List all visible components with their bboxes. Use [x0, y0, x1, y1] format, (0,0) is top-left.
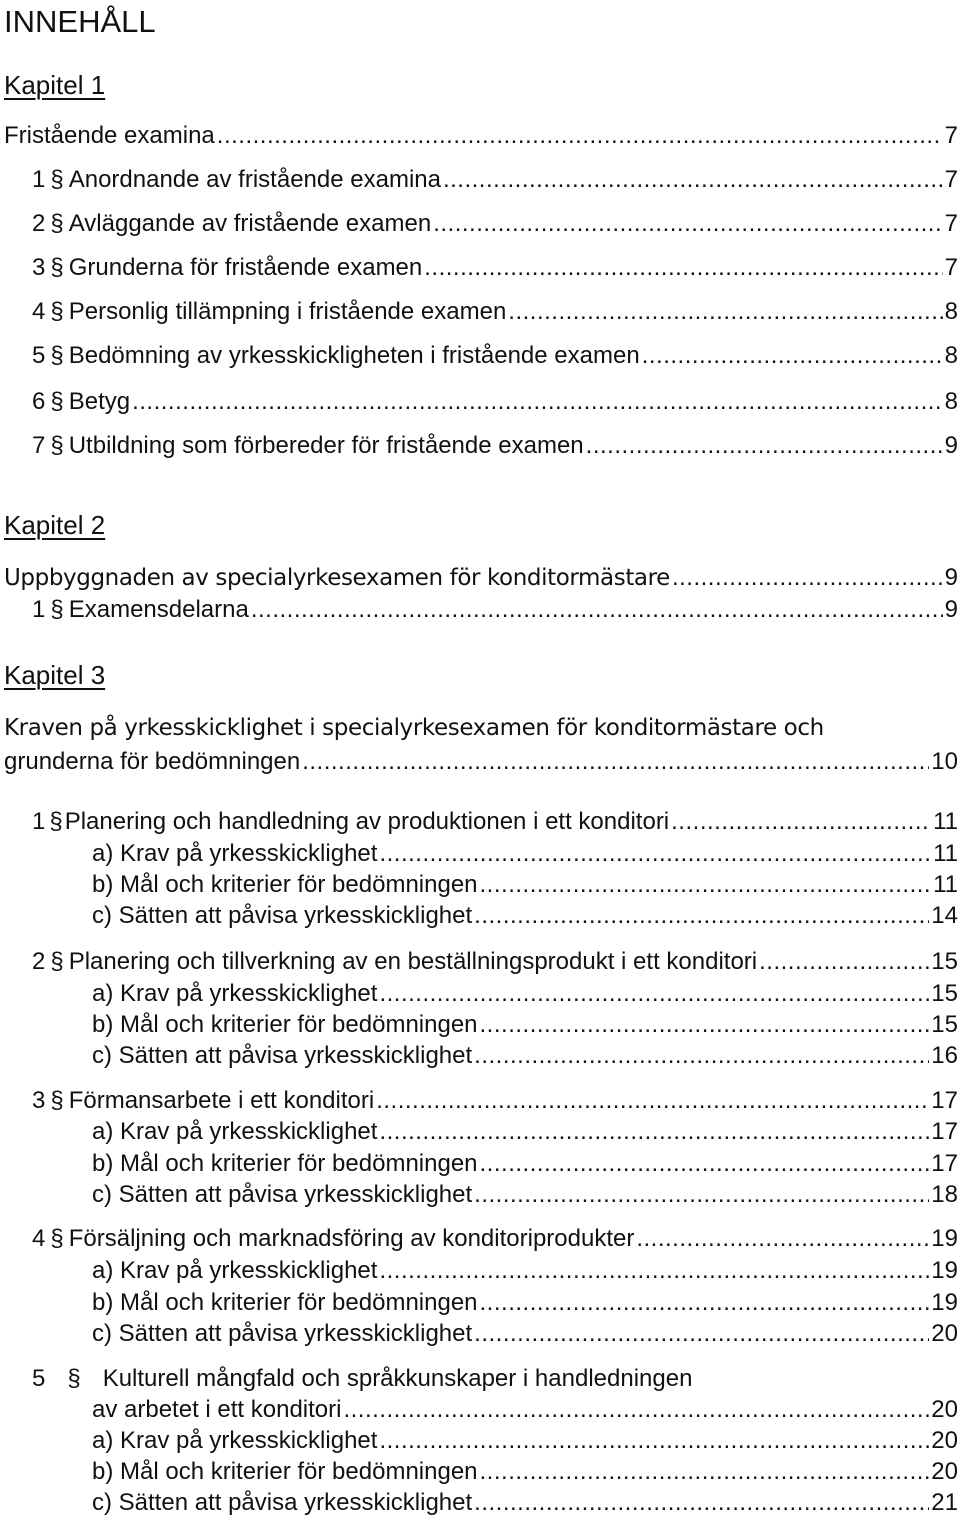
section-sign-icon: § — [50, 298, 64, 325]
section-sign-icon: § — [49, 808, 63, 835]
dot-leader — [379, 978, 929, 1009]
dot-leader — [379, 838, 931, 869]
section-sign-icon: § — [50, 432, 64, 459]
toc-entry-text: b) Mål och kriterier för bedömningen — [92, 1458, 478, 1485]
toc-entry-text: Kulturell mångfald och språkkunskaper i handledningen — [102, 1365, 693, 1392]
toc-entry-text: Bedömning av yrkesskickligheten i fristående examen — [68, 342, 640, 369]
section-sign-icon: § — [67, 1365, 81, 1392]
toc-page-number: 9 — [944, 432, 958, 459]
section-number: 2 — [32, 210, 46, 237]
toc-page-number: 7 — [944, 122, 958, 149]
dot-leader — [672, 562, 943, 593]
dot-leader — [424, 252, 942, 283]
section-sign-icon: § — [50, 342, 64, 369]
toc-entry[interactable] — [4, 120, 958, 151]
toc-page-number: 10 — [931, 748, 958, 775]
toc-page-number: 17 — [931, 1118, 958, 1145]
toc-page-number: 15 — [931, 1011, 958, 1038]
dot-leader — [474, 1179, 929, 1210]
toc-entry[interactable] — [32, 164, 958, 195]
dot-leader — [379, 1425, 929, 1456]
toc-page-number: 20 — [931, 1396, 958, 1423]
toc-entry-text: Uppbyggnaden av specialyrkesexamen för konditormästare — [4, 565, 670, 591]
toc-entry-text: b) Mål och kriterier för bedömningen — [92, 1150, 478, 1177]
page-title: INNEHÅLL — [4, 4, 156, 39]
section-number: 4 — [32, 298, 46, 325]
toc-entry[interactable] — [4, 746, 958, 777]
section-sign-icon: § — [50, 166, 64, 193]
toc-entry-text: a) Krav på yrkesskicklighet — [92, 980, 378, 1007]
toc-entry-text: c) Sätten att påvisa yrkesskicklighet — [92, 902, 473, 929]
dot-leader — [759, 946, 929, 977]
section-sign-icon: § — [50, 948, 64, 975]
toc-entry[interactable] — [32, 340, 958, 371]
toc-page-number: 19 — [931, 1289, 958, 1316]
toc-page-number: 16 — [931, 1042, 958, 1069]
toc-page-number: 7 — [944, 254, 958, 281]
dot-leader — [480, 1009, 930, 1040]
section-sign-icon: § — [50, 1225, 64, 1252]
toc-page-number: 15 — [931, 948, 958, 975]
section-sign-icon: § — [50, 1087, 64, 1114]
toc-entry-text: Planering och handledning av produktionen i ett konditori — [64, 808, 670, 835]
section-number: 1 — [32, 596, 46, 623]
toc-page-number: 7 — [944, 166, 958, 193]
toc-page-number: 11 — [933, 871, 958, 898]
dot-leader — [474, 1318, 929, 1349]
dot-leader — [480, 1287, 930, 1318]
toc-entry-text: Planering och tillverkning av en beställningsprodukt i ett konditori — [68, 948, 758, 975]
toc-page-number: 20 — [931, 1427, 958, 1454]
toc-entry[interactable] — [32, 386, 958, 417]
toc-entry[interactable] — [92, 1425, 958, 1456]
toc-entry-text: Anordnande av fristående examina — [68, 166, 441, 193]
toc-entry-text: c) Sätten att påvisa yrkesskicklighet — [92, 1489, 473, 1516]
toc-page-number: 19 — [931, 1225, 958, 1252]
toc-entry[interactable] — [92, 1179, 958, 1210]
section-number: 1 — [32, 808, 46, 835]
toc-page-number: 9 — [944, 564, 958, 591]
toc-page-number: 21 — [931, 1489, 958, 1516]
section-sign-icon: § — [50, 388, 64, 415]
toc-page-number: 7 — [944, 210, 958, 237]
chapter-3-heading: Kraven på yrkesskicklighet i specialyrkesexamen för konditormästare och — [4, 715, 824, 741]
toc-entry-text: a) Krav på yrkesskicklighet — [92, 1257, 378, 1284]
toc-entry-text: a) Krav på yrkesskicklighet — [92, 1427, 378, 1454]
dot-leader — [642, 340, 943, 371]
section-sign-icon: § — [50, 596, 64, 623]
dot-leader — [480, 1148, 930, 1179]
section-number: 4 — [32, 1225, 46, 1252]
toc-entry-text: grunderna för bedömningen — [4, 748, 301, 775]
dot-leader — [508, 296, 942, 327]
toc-entry[interactable] — [92, 869, 958, 900]
section-number: 3 — [32, 254, 46, 281]
toc-entry[interactable] — [32, 1223, 958, 1254]
chapter-1-label[interactable]: Kapitel 1 — [4, 70, 106, 100]
dot-leader — [379, 1255, 929, 1286]
toc-entry[interactable] — [92, 978, 958, 1009]
section-number: 5 — [32, 342, 46, 369]
toc-page-number: 8 — [944, 298, 958, 325]
toc-entry[interactable] — [92, 1487, 958, 1518]
toc-page-number: 18 — [931, 1181, 958, 1208]
chapter-3-label[interactable]: Kapitel 3 — [4, 660, 106, 690]
toc-entry-text: c) Sätten att påvisa yrkesskicklighet — [92, 1042, 473, 1069]
dot-leader — [480, 1456, 930, 1487]
dot-leader — [376, 1085, 929, 1116]
toc-entry-text: Personlig tillämpning i fristående examen — [68, 298, 507, 325]
toc-page-number: 17 — [931, 1150, 958, 1177]
dot-leader — [586, 430, 943, 461]
toc-page-number: 20 — [931, 1458, 958, 1485]
toc-entry-text: c) Sätten att påvisa yrkesskicklighet — [92, 1320, 473, 1347]
toc-page-number: 15 — [931, 980, 958, 1007]
toc-page-number: 19 — [931, 1257, 958, 1284]
toc-entry[interactable] — [92, 1040, 958, 1071]
toc-entry[interactable] — [4, 562, 958, 594]
toc-page-number: 8 — [944, 342, 958, 369]
section-number: 2 — [32, 948, 46, 975]
toc-entry-text: Förmansarbete i ett konditori — [68, 1087, 375, 1114]
toc-entry-text: Utbildning som förbereder för fristående examen — [68, 432, 584, 459]
toc-entry[interactable] — [92, 1148, 958, 1179]
toc-entry[interactable] — [92, 1255, 958, 1286]
toc-entry[interactable] — [92, 1456, 958, 1487]
toc-entry[interactable] — [32, 430, 958, 461]
dot-leader — [251, 594, 943, 625]
toc-entry-first-line[interactable] — [32, 1363, 692, 1394]
toc-entry-text: a) Krav på yrkesskicklighet — [92, 1118, 378, 1145]
toc-entry-text: Försäljning och marknadsföring av konditoriprodukter — [68, 1225, 635, 1252]
toc-entry-text: av arbetet i ett konditori — [92, 1396, 342, 1423]
toc-entry[interactable] — [32, 208, 958, 239]
toc-entry-text: Examensdelarna — [68, 596, 249, 623]
toc-entry[interactable] — [92, 1009, 958, 1040]
toc-page-number: 11 — [933, 808, 958, 835]
toc-entry-text: Betyg — [68, 388, 131, 415]
chapter-2-label[interactable]: Kapitel 2 — [4, 510, 106, 540]
dot-leader — [443, 164, 943, 195]
toc-entry-text: a) Krav på yrkesskicklighet — [92, 840, 378, 867]
toc-page-number: 20 — [931, 1320, 958, 1347]
dot-leader — [480, 869, 932, 900]
toc-page-number: 11 — [933, 840, 958, 867]
toc-entry[interactable] — [92, 900, 958, 931]
dot-leader — [302, 746, 929, 777]
section-number: 5 — [32, 1365, 46, 1392]
dot-leader — [671, 806, 931, 837]
toc-entry[interactable] — [92, 1116, 958, 1147]
toc-entry[interactable] — [32, 806, 958, 837]
dot-leader — [379, 1116, 929, 1147]
section-number: 1 — [32, 166, 46, 193]
section-sign-icon: § — [50, 254, 64, 281]
dot-leader — [132, 386, 943, 417]
toc-entry-text: Fristående examina — [4, 122, 215, 149]
toc-entry-text: c) Sätten att påvisa yrkesskicklighet — [92, 1181, 473, 1208]
toc-page-number: 14 — [931, 902, 958, 929]
toc-entry[interactable] — [92, 1318, 958, 1349]
toc-entry-text: Avläggande av fristående examen — [68, 210, 432, 237]
section-number: 3 — [32, 1087, 46, 1114]
dot-leader — [217, 120, 943, 151]
toc-entry-text: Grunderna för fristående examen — [68, 254, 423, 281]
dot-leader — [474, 1040, 929, 1071]
toc-entry[interactable] — [32, 296, 958, 327]
dot-leader — [433, 208, 942, 239]
toc-entry-text: b) Mål och kriterier för bedömningen — [92, 1011, 478, 1038]
toc-entry[interactable] — [92, 838, 958, 869]
toc-entry[interactable] — [32, 252, 958, 283]
toc-entry-text: b) Mål och kriterier för bedömningen — [92, 871, 478, 898]
toc-entry[interactable] — [32, 946, 958, 977]
section-number: 7 — [32, 432, 46, 459]
toc-page-number: 8 — [944, 388, 958, 415]
dot-leader — [474, 1487, 929, 1518]
toc-entry[interactable] — [32, 594, 958, 625]
toc-page-number: 9 — [944, 596, 958, 623]
dot-leader — [636, 1223, 929, 1254]
section-number: 6 — [32, 388, 46, 415]
dot-leader — [343, 1394, 929, 1425]
section-sign-icon: § — [50, 210, 64, 237]
toc-entry[interactable] — [32, 1085, 958, 1116]
toc-entry-text: b) Mål och kriterier för bedömningen — [92, 1289, 478, 1316]
toc-entry[interactable] — [92, 1394, 958, 1425]
toc-entry[interactable] — [92, 1287, 958, 1318]
dot-leader — [474, 900, 929, 931]
toc-page-number: 17 — [931, 1087, 958, 1114]
